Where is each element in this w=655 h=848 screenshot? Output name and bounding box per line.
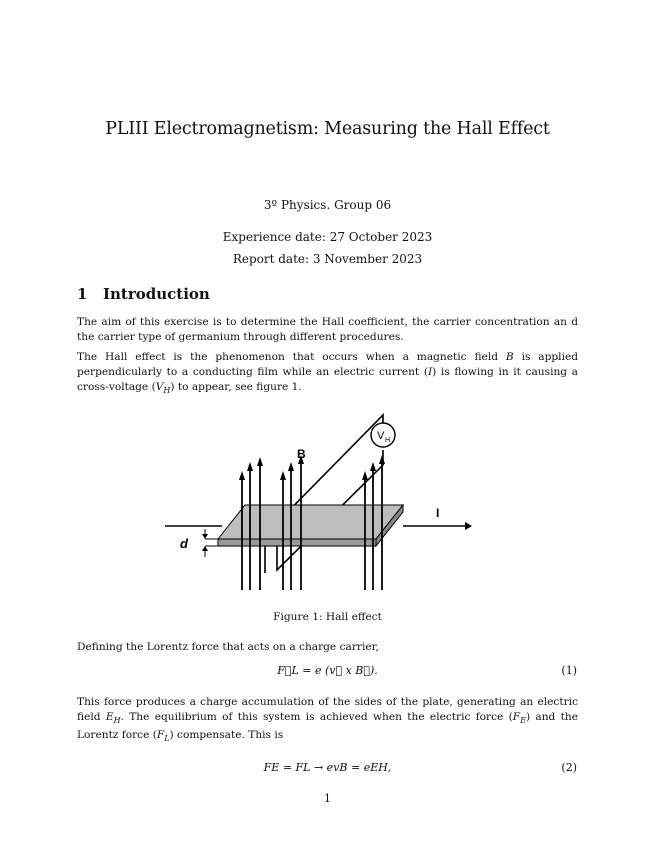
equation-1-number: (1) xyxy=(561,664,577,677)
equation-2-number: (2) xyxy=(561,761,577,774)
label-I: I xyxy=(436,506,440,520)
equation-2 xyxy=(0,761,655,774)
document-title: PLIII Electromagnetism: Measuring the Hall Effect xyxy=(105,119,550,139)
math-B: B xyxy=(505,351,514,363)
label-V: V xyxy=(377,430,385,442)
paragraph-aim: The aim of this exercise is to determine the Hall coefficient, the carrier concentration an d the carrier type of germanium through different procedures. xyxy=(77,316,578,343)
math-V: V xyxy=(155,381,164,393)
section-number: 1 xyxy=(77,285,88,303)
math-subscript-E: E xyxy=(520,716,526,726)
equation-1 xyxy=(0,664,655,677)
hall-effect-figure xyxy=(160,405,480,595)
label-B: B xyxy=(297,447,306,461)
math-subscript-L: L xyxy=(164,734,170,744)
report-date: Report date: 3 November 2023 xyxy=(232,252,423,266)
math-F: F xyxy=(512,711,521,723)
author-line: 3º Physics. Group 06 xyxy=(263,198,392,212)
figure-caption: Figure 1: Hall effect xyxy=(273,611,382,623)
text-run: This force produces a charge accumulation of the sides of the plate, generating an electric field xyxy=(77,696,578,723)
experience-date: Experience date: 27 October 2023 xyxy=(222,230,433,244)
text-run: The Hall effect is the phenomenon that occurs when a magnetic field xyxy=(77,351,506,363)
conducting-plate xyxy=(218,505,403,539)
text-run: ) compensate. This is xyxy=(169,729,284,742)
text-run: ) and the Lorentz force ( xyxy=(77,711,579,742)
math-subscript-H: H xyxy=(113,716,121,726)
paragraph-charge-accumulation xyxy=(77,695,578,746)
text-run: . The equilibrium of this system is achieved when the electric force ( xyxy=(120,711,513,723)
section-title: Introduction xyxy=(103,285,210,303)
math-E: E xyxy=(105,711,114,723)
label-d: d xyxy=(180,536,188,551)
paragraph-lorentz: Defining the Lorentz force that acts on a charge carrier, xyxy=(77,641,379,653)
text-run: is applied perpendicularly to a conducting film while an electric current ( xyxy=(77,351,579,378)
equation-1-text: F⃗L = e (v⃗ x B⃗). xyxy=(277,664,378,677)
current-arrowhead xyxy=(465,522,472,530)
paragraph-hall-effect xyxy=(77,350,578,398)
section-heading xyxy=(77,285,210,303)
math-subscript-H: H xyxy=(163,386,171,396)
equation-2-text: FE = FL → evB = eEH, xyxy=(263,761,392,774)
text-run: ) to appear, see figure 1. xyxy=(170,381,302,393)
label-H: H xyxy=(385,437,391,444)
math-F: F xyxy=(156,729,165,742)
math-I: I xyxy=(427,366,433,378)
text-run: ) is flowing in it causing a cross-voltage ( xyxy=(77,366,578,393)
page-number: 1 xyxy=(324,792,331,805)
